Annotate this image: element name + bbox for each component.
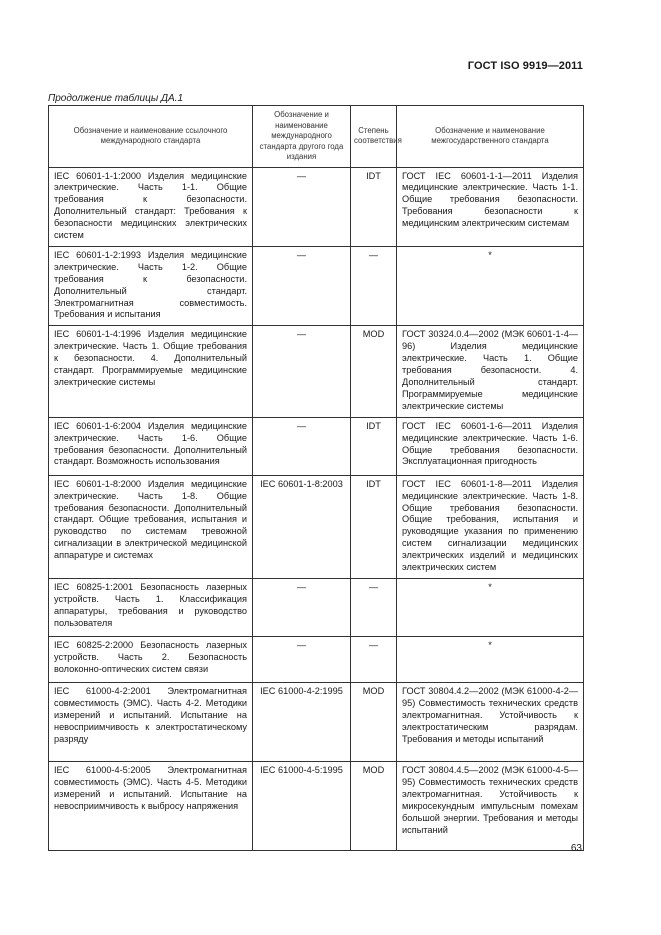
other-edition-cell: —: [253, 636, 351, 682]
degree-cell: MOD: [351, 682, 397, 761]
degree-cell: —: [351, 246, 397, 325]
national-standard-cell: ГОСТ IEC 60601-1-8—2011 Изделия медицинские электрические. Часть 1-8. Общие требования безопасности. Общие требования, испытания и руководящие указания по применению систем сигнализации медицинских электрических изделий и медицинских электрических систем: [397, 475, 584, 578]
table-row: [49, 578, 584, 636]
national-standard-cell: [397, 246, 584, 325]
reference-standard-cell: IEC 61000-4-5:2005 Электромагнитная совместимость (ЭМС). Часть 4-5. Методики измерений и испытаний. Испытание на невосприимчивость к выбросу напряжения: [49, 761, 253, 850]
standards-table: [48, 105, 584, 851]
degree-cell: IDT: [351, 417, 397, 475]
reference-standard-cell: IEC 60601-1-4:1996 Изделия медицинские электрические. Часть 1. Общие требования к безопасности. 4. Дополнительный стандарт. Программируемые медицинские электрические системы: [49, 326, 253, 417]
column-header-reference: Обозначение и наименование ссылочного международного стандарта: [49, 106, 253, 168]
national-standard-cell: [397, 578, 584, 636]
table-row: [49, 682, 584, 761]
national-standard-cell: ГОСТ 30804.4.2—2002 (МЭК 61000-4-2—95) Совместимость технических средств электромагнитная. Устойчивость к электростатическим разрядам. Требования и методы испытаний: [397, 682, 584, 761]
degree-cell: —: [351, 578, 397, 636]
document-header: ГОСТ ISO 9919—2011: [467, 60, 583, 72]
table-caption: Продолжение таблицы ДА.1: [48, 93, 184, 104]
table-row: [49, 417, 584, 475]
degree-cell: IDT: [351, 475, 397, 578]
table-row: [49, 636, 584, 682]
other-edition-cell: —: [253, 167, 351, 246]
column-header-other-edition: Обозначение и наименование международного стандарта другого года издания: [253, 106, 351, 168]
page-number: 63: [570, 843, 582, 854]
column-header-degree: Степень соответствия: [351, 106, 397, 168]
degree-cell: —: [351, 636, 397, 682]
national-standard-cell: ГОСТ 30804.4.5—2002 (МЭК 61000-4-5—95) Совместимость технических средств электромагнитная. Устойчивость к микросекундным импульсным помехам большой энергии. Требования и методы испытаний: [397, 761, 584, 850]
reference-standard-cell: IEC 60825-1:2001 Безопасность лазерных устройств. Часть 1. Классификация аппаратуры, требования и руководство пользователя: [49, 578, 253, 636]
national-standard-cell: [397, 636, 584, 682]
reference-standard-cell: IEC 60825-2:2000 Безопасность лазерных устройств. Часть 2. Безопасность волоконно-оптических систем связи: [49, 636, 253, 682]
other-edition-cell: IEC 61000-4-5:1995: [253, 761, 351, 850]
other-edition-cell: —: [253, 417, 351, 475]
other-edition-cell: IEC 60601-1-8:2003: [253, 475, 351, 578]
degree-cell: IDT: [351, 167, 397, 246]
reference-standard-cell: IEC 60601-1-1:2000 Изделия медицинские электрические. Часть 1-1. Общие требования к безопасности. Дополнительный стандарт: Требования к безопасности медицинских электрических систем: [49, 167, 253, 246]
not-available-mark: *: [488, 581, 492, 592]
national-standard-cell: ГОСТ IEC 60601-1-1—2011 Изделия медицинские электрические. Часть 1-1. Общие требования безопасности. Требования безопасности к медицинским электрическим системам: [397, 167, 584, 246]
degree-cell: MOD: [351, 326, 397, 417]
not-available-mark: *: [488, 249, 492, 260]
reference-standard-cell: IEC 60601-1-8:2000 Изделия медицинские электрические. Часть 1-8. Общие требования безопасности. Дополнительный стандарт. Общие требования, испытания и руководство по системам тревожной сигнализации в электрической медицинской аппаратуре и системах: [49, 475, 253, 578]
table-row: [49, 761, 584, 850]
reference-standard-cell: IEC 60601-1-2:1993 Изделия медицинские электрические. Часть 1-2. Общие требования к безопасности. Дополнительный стандарт. Электромагнитная совместимость. Требования и испытания: [49, 246, 253, 325]
other-edition-cell: —: [253, 578, 351, 636]
table-row: [49, 246, 584, 325]
national-standard-cell: ГОСТ 30324.0.4—2002 (МЭК 60601-1-4—96) Изделия медицинские электрические. Часть 1. Общие требования безопасности. 4. Дополнительный стандарт. Программируемые медицинские электрические системы: [397, 326, 584, 417]
table-row: [49, 167, 584, 246]
column-header-national: Обозначение и наименование межгосударственного стандарта: [397, 106, 584, 168]
reference-standard-cell: IEC 61000-4-2:2001 Электромагнитная совместимость (ЭМС). Часть 4-2. Методики измерений и испытаний. Испытание на невосприимчивость к электростатическому разряду: [49, 682, 253, 761]
other-edition-cell: —: [253, 246, 351, 325]
reference-standard-cell: IEC 60601-1-6:2004 Изделия медицинские электрические. Часть 1-6. Общие требования безопасности. Дополнительный стандарт. Возможность использования: [49, 417, 253, 475]
national-standard-cell: ГОСТ IEC 60601-1-6—2011 Изделия медицинские электрические. Часть 1-6. Общие требования безопасности. Эксплуатационная пригодность: [397, 417, 584, 475]
not-available-mark: *: [488, 639, 492, 650]
degree-cell: MOD: [351, 761, 397, 850]
table-row: [49, 326, 584, 417]
table-header-row: [49, 106, 584, 168]
other-edition-cell: IEC 61000-4-2:1995: [253, 682, 351, 761]
table-row: [49, 475, 584, 578]
other-edition-cell: —: [253, 326, 351, 417]
